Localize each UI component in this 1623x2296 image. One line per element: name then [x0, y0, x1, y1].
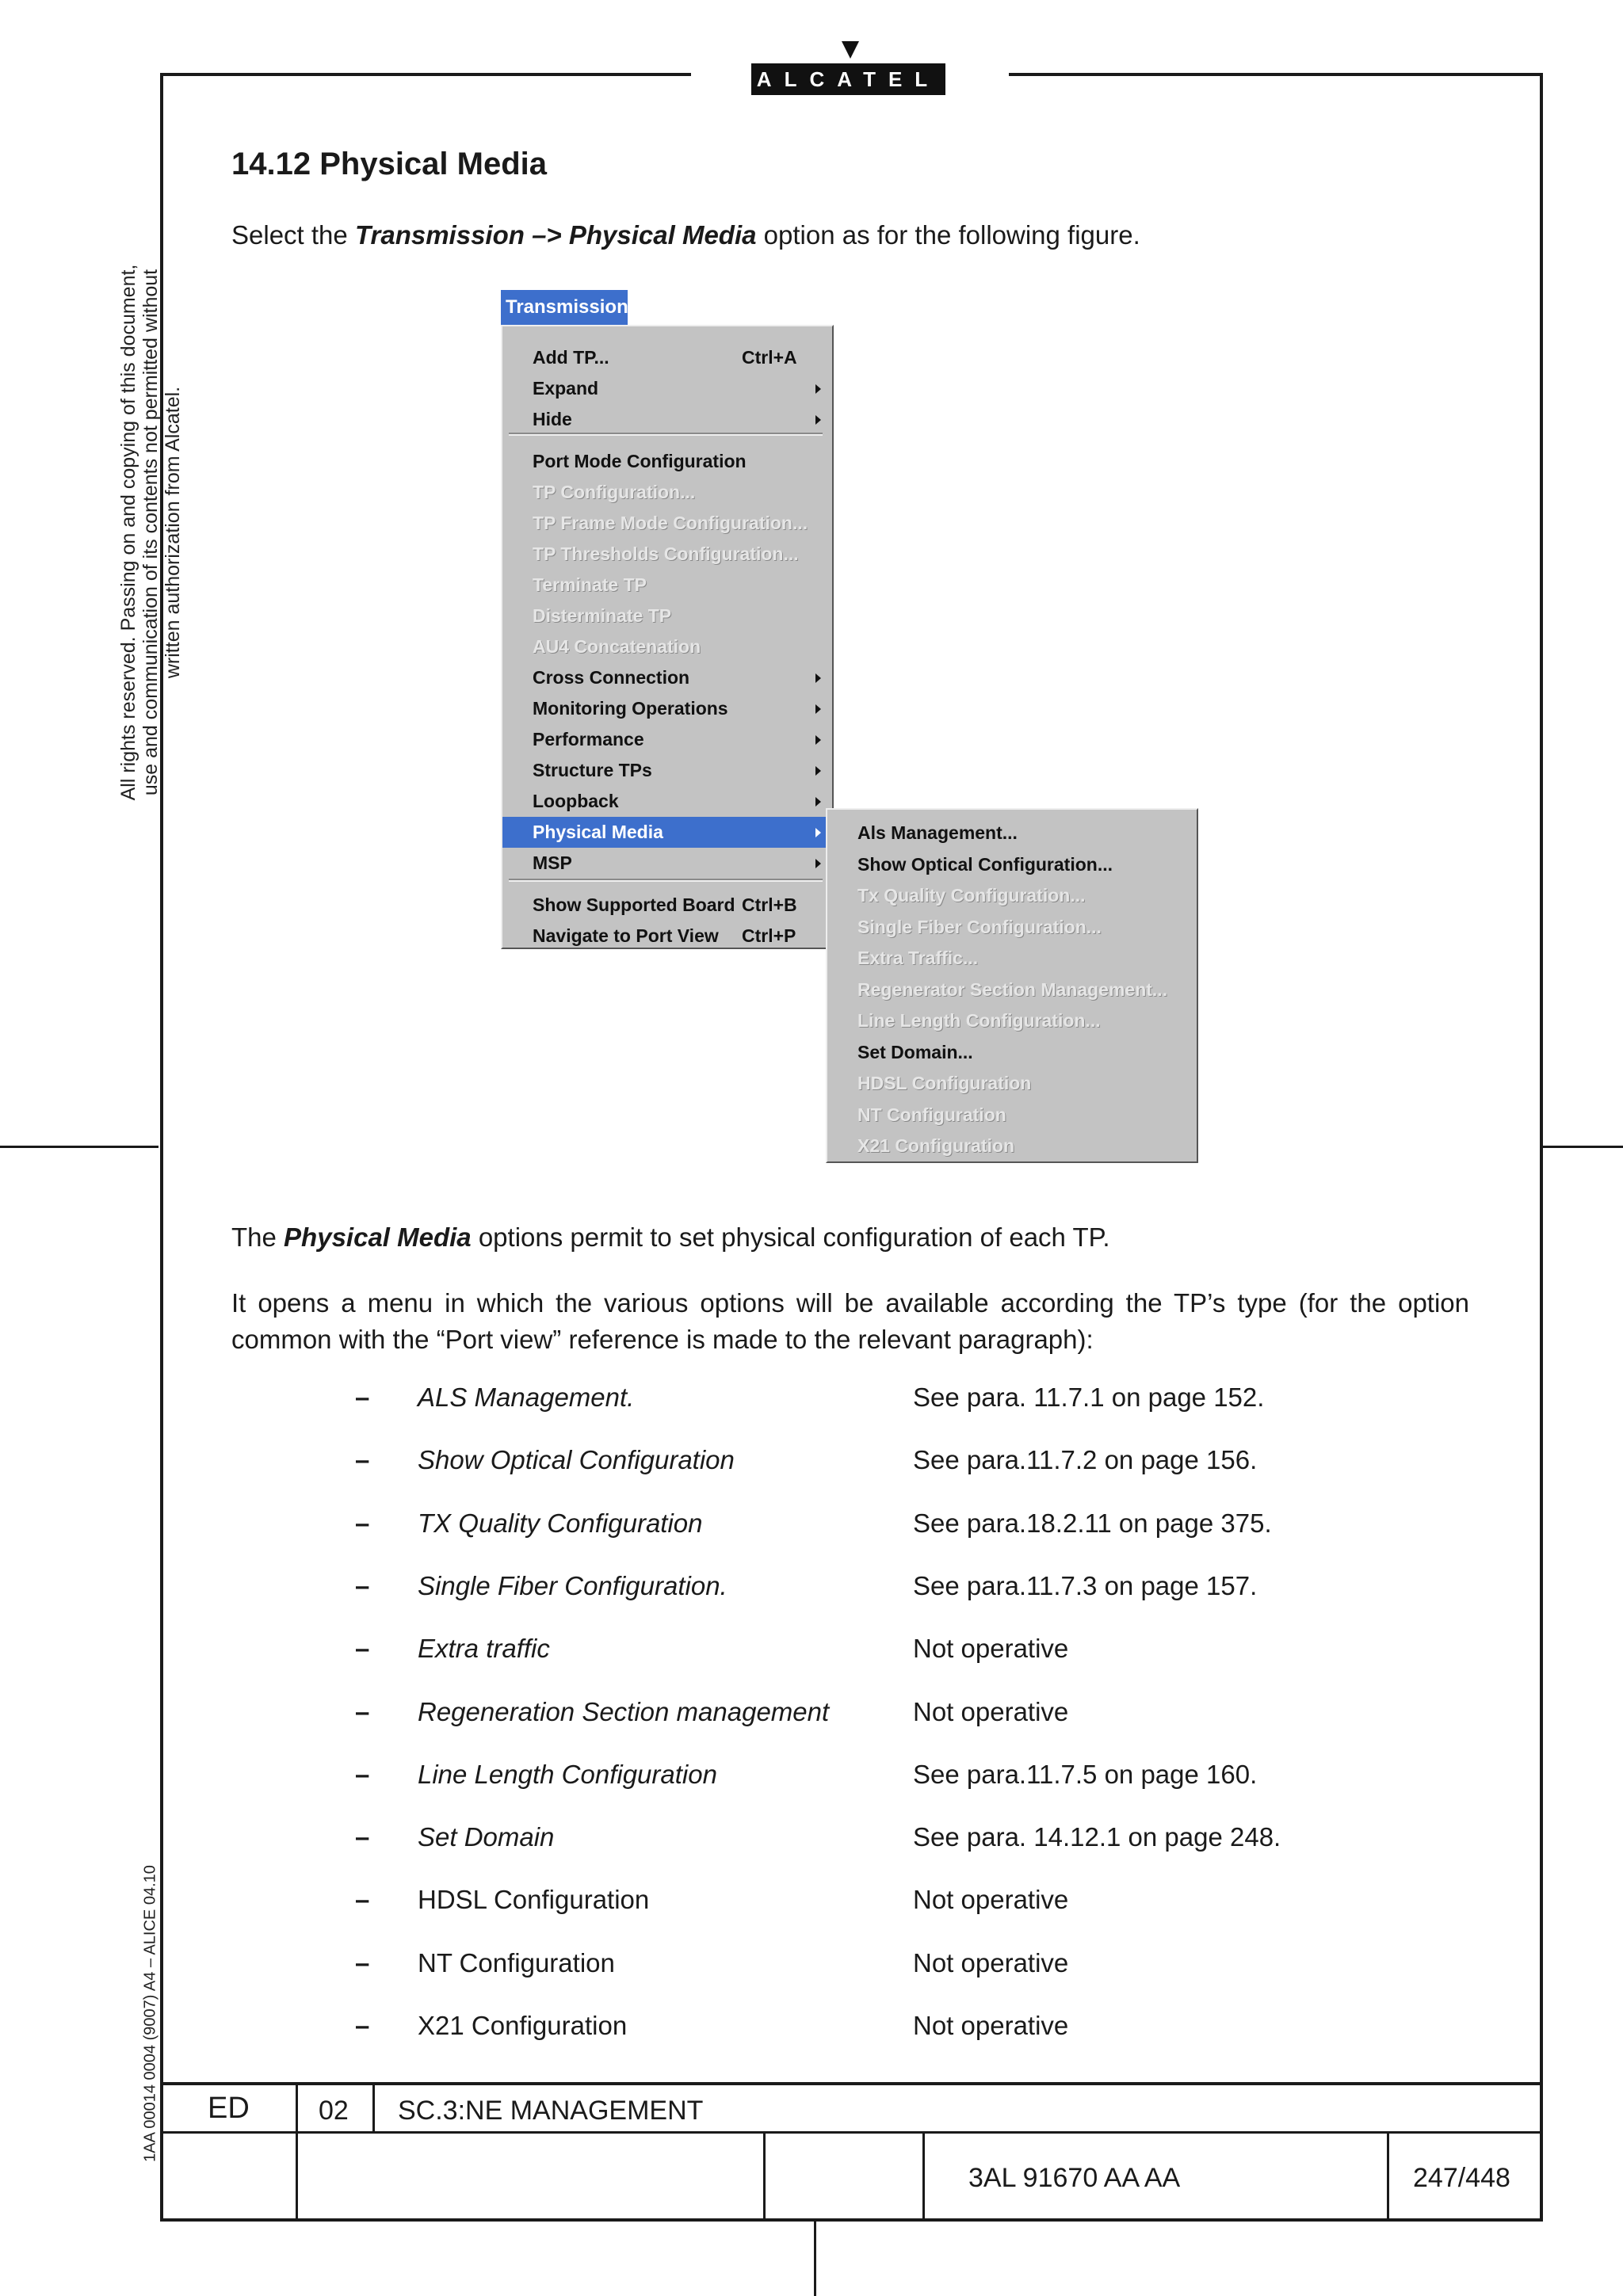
submenu-item-regenerator-section-management[interactable]: Regenerator Section Management...	[857, 978, 1168, 1000]
menu-item-tp-frame-mode-configuration[interactable]	[502, 508, 832, 539]
option-reference: See para.11.7.3 on page 157.	[913, 1570, 1258, 1600]
option-dash: –	[355, 1445, 370, 1475]
option-reference: See para. 14.12.1 on page 248.	[913, 1822, 1281, 1852]
document-form-code: 1AA 00014 0004 (9007) A4 – ALICE 04.10	[141, 1865, 159, 2162]
menu-item-label: TP Configuration...	[533, 482, 696, 502]
option-row	[0, 2011, 1623, 2049]
alcatel-logo: ALCATEL	[751, 63, 945, 95]
menu-item-monitoring-operations[interactable]	[502, 693, 832, 724]
submenu-item-line-length-configuration[interactable]: Line Length Configuration...	[857, 1010, 1101, 1031]
menu-item-label: Add TP...	[533, 347, 609, 368]
option-dash: –	[355, 1885, 370, 1915]
footer-top-line	[160, 2082, 1543, 2085]
menu-item-label: TP Frame Mode Configuration...	[533, 513, 808, 533]
menu-item-label: Expand	[533, 378, 599, 399]
submenu-arrow-icon	[815, 859, 821, 868]
menu-item-label: Physical Media	[533, 822, 663, 842]
fold-mark-right	[1543, 1146, 1623, 1148]
fold-mark-bottom	[814, 2222, 816, 2296]
option-dash: –	[355, 1570, 370, 1600]
paragraph-menu-description: It opens a menu in which the various options will be available according the TP’s type (for the option common with the “Port view” reference is made to the relevant paragraph):	[231, 1288, 1469, 1354]
para1-after: options permit to set physical configuration of each TP.	[471, 1222, 1110, 1252]
menu-item-label: Terminate TP	[533, 574, 647, 595]
option-reference: Not operative	[913, 1885, 1069, 1915]
menu-item-label: Loopback	[533, 791, 619, 811]
menu-item-expand[interactable]	[502, 373, 832, 404]
footer-page-number: 247/448	[1413, 2163, 1510, 2193]
option-row	[0, 1508, 1623, 1547]
footer-ed-value: 02	[319, 2096, 349, 2126]
option-row	[0, 1571, 1623, 1609]
menu-item-hide[interactable]	[502, 404, 832, 435]
menu-item-add-tp[interactable]	[502, 342, 832, 373]
intro-text	[231, 220, 1140, 250]
copyright-notice: All rights reserved. Passing on and copying of this document, use and communication of its contents not permitted without written authorization from Alcatel.	[117, 264, 184, 801]
option-reference: Not operative	[913, 1696, 1069, 1726]
paragraph-physical-media	[231, 1222, 1110, 1253]
option-name: HDSL Configuration	[418, 1885, 650, 1915]
submenu-arrow-icon	[815, 704, 821, 714]
menu-item-label: TP Thresholds Configuration...	[533, 543, 799, 564]
menu-item-label: Disterminate TP	[533, 605, 672, 626]
menu-item-physical-media[interactable]	[502, 817, 832, 848]
option-reference: Not operative	[913, 2011, 1069, 2040]
option-dash: –	[355, 1383, 370, 1412]
footer-mid-line	[160, 2131, 1543, 2134]
option-dash: –	[355, 2011, 370, 2040]
option-name: Show Optical Configuration	[418, 1445, 735, 1475]
para1-bold: Physical Media	[284, 1222, 472, 1252]
option-name: ALS Management.	[418, 1383, 635, 1412]
menu-item-label: Port Mode Configuration	[533, 451, 747, 471]
menu-item-label: MSP	[533, 852, 572, 873]
submenu-arrow-icon	[815, 766, 821, 776]
intro-menu-path: Transmission –> Physical Media	[354, 220, 757, 250]
footer-doc-code: 3AL 91670 AA AA	[968, 2163, 1181, 2193]
menu-item-tp-configuration[interactable]	[502, 477, 832, 508]
menu-item-au4-concatenation[interactable]	[502, 631, 832, 662]
option-row	[0, 1697, 1623, 1735]
submenu-item-extra-traffic[interactable]: Extra Traffic...	[857, 948, 979, 968]
option-name: NT Configuration	[418, 1947, 615, 1978]
menu-item-performance[interactable]	[502, 724, 832, 755]
section-title: 14.12 Physical Media	[231, 147, 548, 181]
submenu-item-hdsl-configuration[interactable]: HDSL Configuration	[857, 1073, 1032, 1093]
submenu-item-single-fiber-configuration[interactable]: Single Fiber Configuration...	[857, 916, 1102, 937]
physical-media-submenu	[826, 808, 1198, 1163]
menu-item-terminate-tp[interactable]	[502, 570, 832, 601]
menu-item-label: AU4 Concatenation	[533, 636, 701, 657]
option-dash: –	[355, 1634, 370, 1664]
menu-item-label: Structure TPs	[533, 760, 652, 780]
option-reference: See para.11.7.5 on page 160.	[913, 1759, 1258, 1789]
submenu-arrow-icon	[815, 797, 821, 807]
option-reference: See para.18.2.11 on page 375.	[913, 1508, 1272, 1538]
option-dash: –	[355, 1822, 370, 1852]
footer-ed-label: ED	[208, 2092, 250, 2125]
menu-item-shortcut: Ctrl+B	[742, 894, 797, 915]
menu-separator	[509, 879, 823, 882]
menu-item-shortcut: Ctrl+P	[742, 925, 796, 946]
option-dash: –	[355, 1508, 370, 1538]
intro-after: option as for the following figure.	[756, 220, 1140, 250]
submenu-item-show-optical-configuration[interactable]: Show Optical Configuration...	[857, 853, 1113, 875]
option-row	[0, 1445, 1623, 1483]
option-name: Regeneration Section management	[418, 1696, 830, 1726]
frame-top-right	[1009, 73, 1543, 76]
submenu-item-set-domain[interactable]: Set Domain...	[857, 1041, 973, 1062]
submenu-arrow-icon	[815, 673, 821, 683]
menu-item-label: Show Supported Board	[533, 894, 735, 915]
menu-item-loopback[interactable]	[502, 786, 832, 817]
submenu-item-tx-quality-configuration[interactable]: Tx Quality Configuration...	[857, 885, 1086, 906]
option-row	[0, 1634, 1623, 1672]
submenu-item-als-management[interactable]: Als Management...	[857, 822, 1018, 843]
frame-bottom	[160, 2218, 1543, 2222]
option-name: Extra traffic	[418, 1634, 550, 1664]
option-dash: –	[355, 1759, 370, 1789]
menu-item-msp[interactable]	[502, 848, 832, 879]
option-reference: Not operative	[913, 1947, 1069, 1978]
menu-item-show-supported-board[interactable]	[502, 890, 832, 921]
submenu-arrow-icon	[815, 735, 821, 745]
menu-item-structure-tps[interactable]	[502, 755, 832, 786]
menu-item-navigate-to-port-view[interactable]	[502, 921, 832, 952]
footer-col-5	[1387, 2132, 1389, 2220]
option-name: Set Domain	[418, 1822, 555, 1852]
menu-item-label: Hide	[533, 409, 572, 429]
submenu-item-x21-configuration[interactable]: X21 Configuration	[857, 1135, 1015, 1156]
footer-col-2	[372, 2084, 375, 2133]
option-name: TX Quality Configuration	[418, 1508, 703, 1538]
footer-col-3	[763, 2132, 766, 2220]
footer-col-1	[296, 2084, 298, 2220]
menu-item-shortcut: Ctrl+A	[742, 347, 797, 368]
option-row	[0, 1822, 1623, 1860]
option-name: Line Length Configuration	[418, 1759, 717, 1789]
option-dash: –	[355, 1947, 370, 1978]
submenu-arrow-icon	[815, 828, 821, 837]
option-dash: –	[355, 1696, 370, 1726]
menu-item-tp-thresholds-configuration[interactable]	[502, 539, 832, 570]
submenu-arrow-icon	[815, 384, 821, 394]
frame-top-left	[160, 73, 691, 76]
option-reference: See para.11.7.2 on page 156.	[913, 1445, 1258, 1475]
option-row	[0, 1885, 1623, 1923]
menu-item-disterminate-tp[interactable]	[502, 601, 832, 631]
option-row	[0, 1383, 1623, 1421]
transmission-menu	[501, 325, 834, 949]
menu-transmission-title[interactable]: Transmission	[501, 290, 628, 325]
fold-mark-left	[0, 1146, 158, 1148]
submenu-arrow-icon	[815, 415, 821, 425]
option-name: Single Fiber Configuration.	[418, 1570, 727, 1600]
footer-col-4	[922, 2132, 925, 2220]
menu-item-label: Navigate to Port View	[533, 925, 719, 946]
option-reference: Not operative	[913, 1634, 1069, 1664]
intro-before: Select the	[231, 220, 355, 250]
footer-section-name: SC.3:NE MANAGEMENT	[398, 2096, 704, 2126]
submenu-item-nt-configuration[interactable]: NT Configuration	[857, 1104, 1006, 1125]
logo-arrow-icon	[842, 41, 859, 59]
option-row	[0, 1760, 1623, 1798]
option-name: X21 Configuration	[418, 2011, 628, 2040]
menu-item-label: Performance	[533, 729, 644, 749]
menu-item-label: Cross Connection	[533, 667, 690, 688]
option-reference: See para. 11.7.1 on page 152.	[913, 1383, 1265, 1412]
menu-item-port-mode-configuration[interactable]	[502, 446, 832, 477]
para1-before: The	[231, 1222, 285, 1252]
menu-item-cross-connection[interactable]	[502, 662, 832, 693]
menu-item-label: Monitoring Operations	[533, 698, 728, 719]
option-row	[0, 1948, 1623, 1986]
